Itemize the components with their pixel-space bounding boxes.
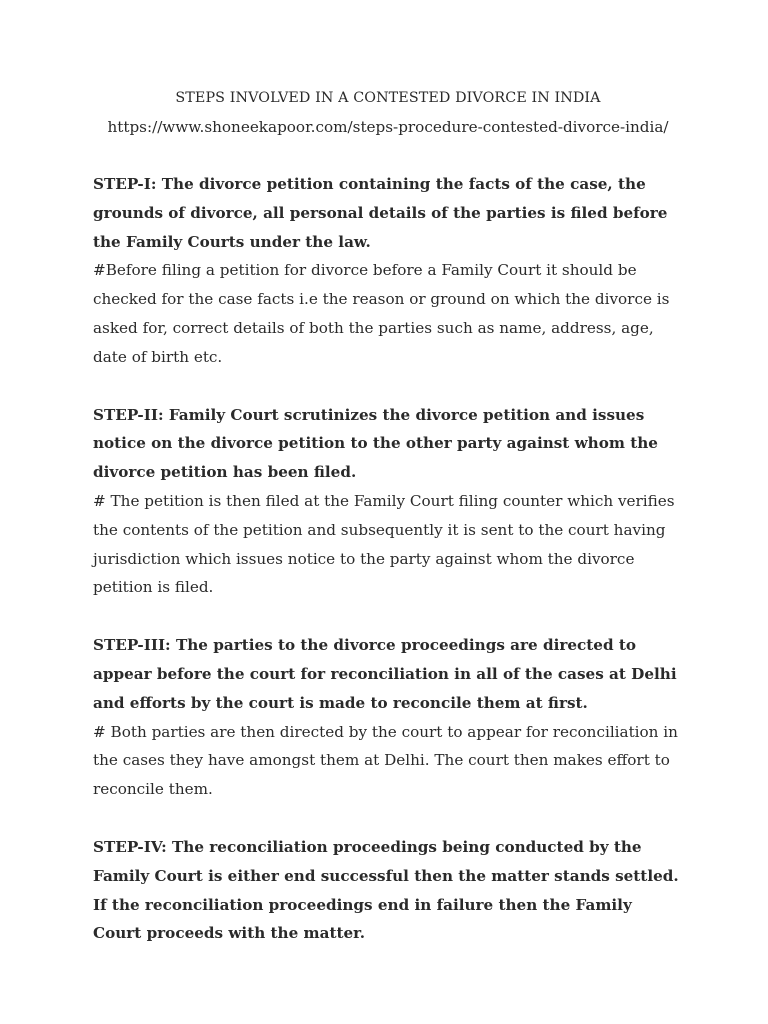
document-page [93, 86, 683, 948]
step-heading: STEP-IV: The reconciliation proceedings being conducted by the Family Court is either end successful then the matter stands settled. If the reconciliation proceedings end in failure then the Family Court proceeds with the matter. [93, 837, 679, 943]
step-heading: STEP-III: The parties to the divorce proceedings are directed to appear before the court for reconciliation in all of the cases at Delhi and efforts by the court is made to reconcile them at first. [93, 636, 677, 712]
source-url: https://www.shoneekapoor.com/steps-procedure-contested-divorce-india/ [107, 118, 669, 136]
step-2 [93, 401, 683, 603]
step-heading: STEP-II: Family Court scrutinizes the divorce petition and issues notice on the divorce petition to the other party against whom the divorce petition has been filed. [93, 405, 658, 482]
step-4 [93, 833, 683, 948]
step-1 [93, 170, 683, 372]
step-body: # Both parties are then directed by the court to appear for reconciliation in the cases they have amongst them at Delhi. The court then makes effort to reconcile them. [93, 722, 678, 799]
step-3 [93, 631, 683, 804]
step-body: #Before filing a petition for divorce before a Family Court it should be checked for the case facts i.e the reason or ground on which the divorce is asked for, correct details of both the parties such as name, address, age, date of birth etc. [93, 261, 670, 366]
document-title: STEPS INVOLVED IN A CONTESTED DIVORCE IN INDIA [175, 90, 601, 106]
step-body: # The petition is then filed at the Family Court filing counter which verifies the contents of the petition and subsequently it is sent to the court having jurisdiction which issues notice to the party against whom the divorce petition is filed. [93, 491, 675, 597]
step-heading: STEP-I: The divorce petition containing the facts of the case, the grounds of divorce, all personal details of the parties is filed before the Family Courts under the law. [93, 175, 668, 251]
